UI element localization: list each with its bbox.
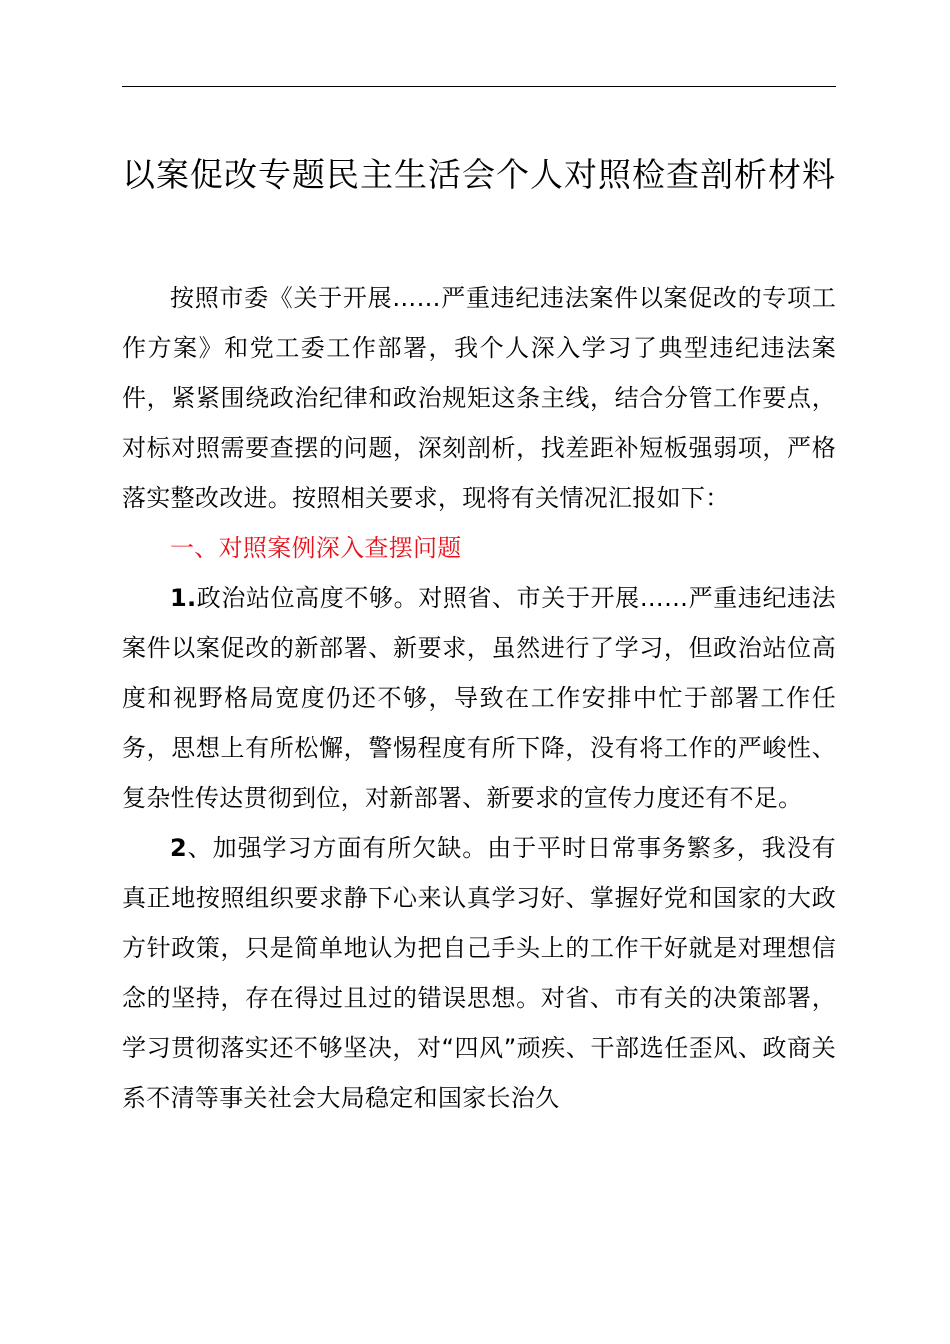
section-heading: 一、对照案例深入查摆问题 <box>170 534 462 562</box>
header-rule <box>122 86 836 87</box>
item-paragraph-1 <box>122 573 836 823</box>
item-number-2: 2 <box>170 834 187 862</box>
item-paragraph-2 <box>122 823 836 1123</box>
item-text-1: 政治站位高度不够。对照省、市关于开展……严重违纪违法案件以案促改的新部署、新要求，虽然进行了学习，但政治站位高度和视野格局宽度仍还不够，导致在工作安排中忙于部署工作任务，思想上有所松懈，警惕程度有所下降，没有将工作的严峻性、复杂性传达贯彻到位，对新部署、新要求的宣传力度还有不足。 <box>122 584 836 812</box>
intro-paragraph: 按照市委《关于开展……严重违纪违法案件以案促改的专项工作方案》和党工委工作部署，我个人深入学习了典型违纪违法案件，紧紧围绕政治纪律和政治规矩这条主线，结合分管工作要点，对标对照需要查摆的问题，深刻剖析，找差距补短板强弱项，严格落实整改改进。按照相关要求，现将有关情况汇报如下： <box>122 284 836 512</box>
item-text-2: 、加强学习方面有所欠缺。由于平时日常事务繁多，我没有真正地按照组织要求静下心来认真学习好、掌握好党和国家的大政方针政策，只是简单地认为把自己手头上的工作干好就是对理想信念的坚持，存在得过且过的错误思想。对省、市有关的决策部署，学习贯彻落实还不够坚决，对“四风”顽疾、干部选任歪风、政商关系不清等事关社会大局稳定和国家长治久 <box>122 834 836 1112</box>
document-body <box>122 273 836 1123</box>
item-number-1: 1. <box>170 584 197 612</box>
document-title: 以案促改专题民主生活会个人对照检查剖析材料 <box>122 155 836 194</box>
